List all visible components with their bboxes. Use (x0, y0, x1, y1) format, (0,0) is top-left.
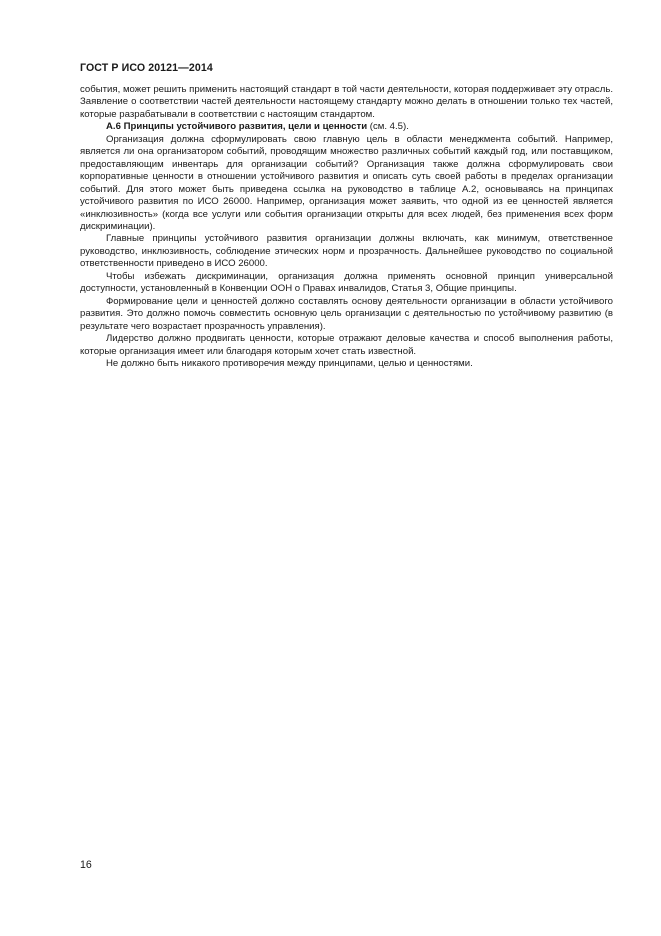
paragraph: Формирование цели и ценностей должно составлять основу деятельности организации в области устойчивого развития. Это должно помочь совместить основную цель организации с деятельностью по устойчивому развитию (в результате чего возрастает прозрачность управления). (80, 295, 613, 332)
paragraph: Главные принципы устойчивого развития организации должны включать, как минимум, ответственное руководство, инклюзивность, соблюдение этических норм и прозрачность. Дальнейшее руководство по социальной ответственности приведено в ИСО 26000. (80, 233, 613, 270)
paragraph: Лидерство должно продвигать ценности, которые отражают деловые качества и способ выполнения работы, которые организация имеет или благодаря которым хочет стать известной. (80, 333, 613, 357)
intro-paragraph: события, может решить применить настоящий стандарт в той части деятельности, которая поддерживает эту отрасль. Заявление о соответствии частей деятельности настоящему стандарту можно делать в отношении только тех частей, которые разрабатывали в соответствии с настоящим стандартом. (80, 84, 613, 120)
page-number: 16 (80, 859, 92, 871)
paragraph: Чтобы избежать дискриминации, организация должна применять основной принцип универсальной доступности, установленный в Конвенции ООН о Правах инвалидов, Статья 3, Общие принципы. (80, 270, 613, 295)
document-body (80, 84, 613, 370)
document-header: ГОСТ Р ИСО 20121—2014 (80, 62, 213, 74)
section-reference: (см. 4.5). (367, 121, 409, 133)
section-heading: А.6 Принципы устойчивого развития, цели и ценности (106, 121, 368, 133)
paragraph: Не должно быть никакого противоречия между принципами, целью и ценностями. (106, 357, 473, 369)
section-heading-line (80, 121, 613, 133)
paragraph: Организация должна сформулировать свою главную цель в области менеджмента событий. Например, является ли она организатором событий, проводящим множество различных событий каждый год, или поставщиком, предоставляющим инвентарь для организации событий? Организация также должна сформулировать свои корпоративные ценности в отношении устойчивого развития и описать суть своей работы в пределах организации событий. Для этого может быть приведена ссылка на руководство в таблице А.2, основываясь на принципах устойчивого развития по ИСО 26000. Например, организация может заявить, что одной из ее ценностей является «инклюзивность» (когда все услуги или события организации открыты для всех людей, без применения всех форм дискриминации). (80, 133, 613, 232)
